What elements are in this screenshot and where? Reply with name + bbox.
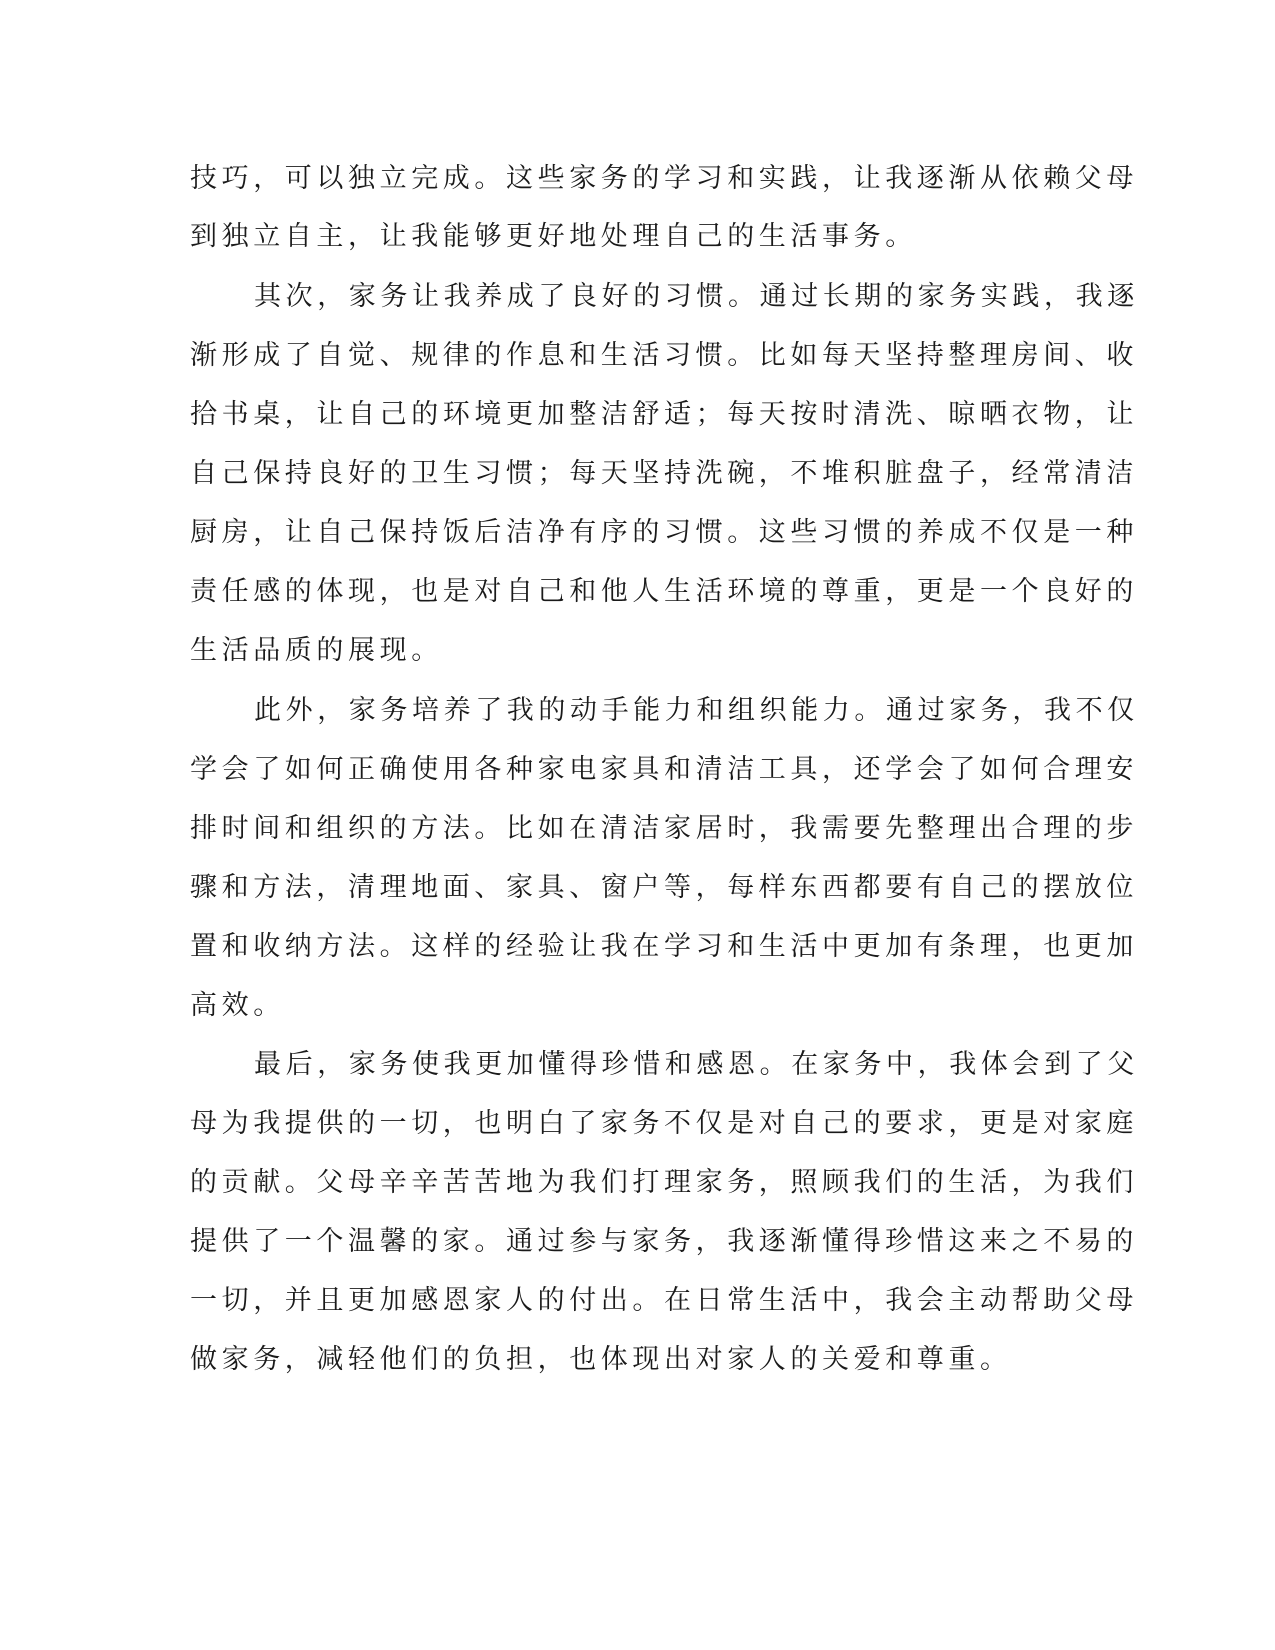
text-line: 厨房，让自己保持饭后洁净有序的习惯。这些习惯的养成不仅是一种 bbox=[190, 517, 1138, 548]
paragraph-first-line: 此外，家务培养了我的动手能力和组织能力。通过家务，我不仅 bbox=[254, 695, 1139, 726]
text-line: 拾书桌，让自己的环境更加整洁舒适；每天按时清洗、晾晒衣物，让 bbox=[190, 399, 1138, 430]
text-line: 的贡献。父母辛辛苦苦地为我们打理家务，照顾我们的生活，为我们 bbox=[190, 1167, 1138, 1198]
text-line: 排时间和组织的方法。比如在清洁家居时，我需要先整理出合理的步 bbox=[190, 813, 1138, 844]
text-line: 生活品质的展现。 bbox=[190, 635, 443, 666]
text-line: 做家务，减轻他们的负担，也体现出对家人的关爱和尊重。 bbox=[190, 1344, 1012, 1375]
text-line: 一切，并且更加感恩家人的付出。在日常生活中，我会主动帮助父母 bbox=[190, 1285, 1138, 1316]
paragraph-first-line: 其次，家务让我养成了良好的习惯。通过长期的家务实践，我逐 bbox=[254, 281, 1139, 312]
paragraph-first-line: 最后，家务使我更加懂得珍惜和感恩。在家务中，我体会到了父 bbox=[254, 1049, 1139, 1080]
text-line: 技巧，可以独立完成。这些家务的学习和实践，让我逐渐从依赖父母 bbox=[190, 163, 1138, 194]
text-line: 到独立自主，让我能够更好地处理自己的生活事务。 bbox=[190, 221, 917, 252]
text-line: 高效。 bbox=[190, 990, 285, 1021]
text-line: 渐形成了自觉、规律的作息和生活习惯。比如每天坚持整理房间、收 bbox=[190, 340, 1138, 371]
text-line: 提供了一个温馨的家。通过参与家务，我逐渐懂得珍惜这来之不易的 bbox=[190, 1226, 1138, 1257]
text-line: 母为我提供的一切，也明白了家务不仅是对自己的要求，更是对家庭 bbox=[190, 1108, 1138, 1139]
text-line: 责任感的体现，也是对自己和他人生活环境的尊重，更是一个良好的 bbox=[190, 576, 1138, 607]
text-line: 骤和方法，清理地面、家具、窗户等，每样东西都要有自己的摆放位 bbox=[190, 872, 1138, 903]
text-line: 自己保持良好的卫生习惯；每天坚持洗碗，不堆积脏盘子，经常清洁 bbox=[190, 458, 1138, 489]
text-line: 置和收纳方法。这样的经验让我在学习和生活中更加有条理，也更加 bbox=[190, 931, 1138, 962]
text-line: 学会了如何正确使用各种家电家具和清洁工具，还学会了如何合理安 bbox=[190, 754, 1138, 785]
